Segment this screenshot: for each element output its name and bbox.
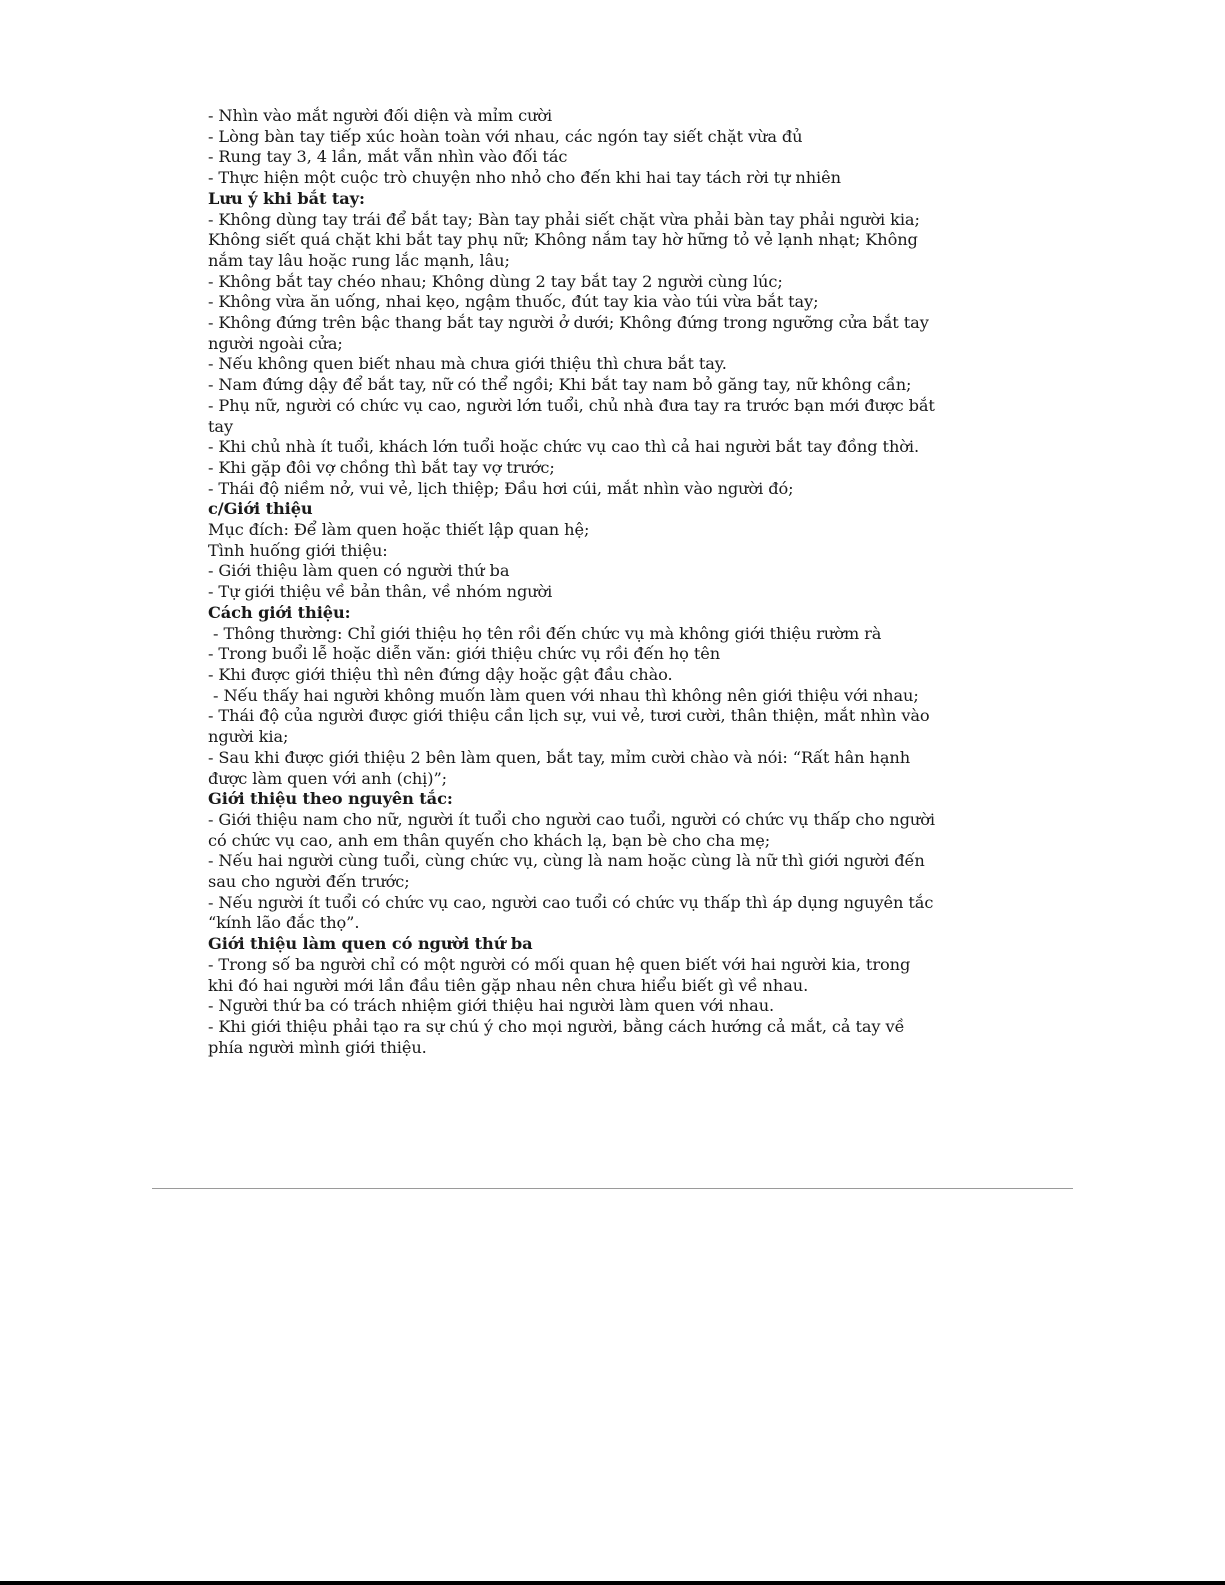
text-line: có chức vụ cao, anh em thân quyến cho khách lạ, bạn bè cho cha mẹ; xyxy=(208,830,771,850)
bottom-edge-bar xyxy=(0,1581,1225,1585)
page-divider xyxy=(152,1188,1073,1189)
text-line: - Nam đứng dậy để bắt tay, nữ có thể ngồi; Khi bắt tay nam bỏ găng tay, nữ không cần; xyxy=(208,375,912,395)
text-line: phía người mình giới thiệu. xyxy=(208,1037,427,1057)
text-line: - Khi gặp đôi vợ chồng thì bắt tay vợ trước; xyxy=(208,457,555,477)
text-line: - Giới thiệu làm quen có người thứ ba xyxy=(208,561,510,581)
text-line: Mục đích: Để làm quen hoặc thiết lập quan hệ; xyxy=(208,520,590,540)
section-heading: c/Giới thiệu xyxy=(208,499,313,519)
text-line: - Rung tay 3, 4 lần, mắt vẫn nhìn vào đối tác xyxy=(208,147,568,167)
text-line: - Nếu hai người cùng tuổi, cùng chức vụ, cùng là nam hoặc cùng là nữ thì giới người đến xyxy=(208,851,925,871)
text-line: - Nếu thấy hai người không muốn làm quen với nhau thì không nên giới thiệu với nhau; xyxy=(208,685,919,705)
section-heading: Giới thiệu theo nguyên tắc: xyxy=(208,789,453,809)
text-line: - Sau khi được giới thiệu 2 bên làm quen, bắt tay, mỉm cười chào và nói: “Rất hân hạnh xyxy=(208,747,911,767)
text-line: - Nếu không quen biết nhau mà chưa giới thiệu thì chưa bắt tay. xyxy=(208,354,727,374)
text-line: - Lòng bàn tay tiếp xúc hoàn toàn với nhau, các ngón tay siết chặt vừa đủ xyxy=(208,126,803,146)
text-line: - Khi chủ nhà ít tuổi, khách lớn tuổi hoặc chức vụ cao thì cả hai người bắt tay đồng thời. xyxy=(208,437,920,457)
section-heading: Giới thiệu làm quen có người thứ ba xyxy=(208,934,533,954)
text-line: - Người thứ ba có trách nhiệm giới thiệu hai người làm quen với nhau. xyxy=(208,996,775,1016)
text-line: - Trong số ba người chỉ có một người có mối quan hệ quen biết với hai người kia, trong xyxy=(208,954,911,974)
text-line: - Không đứng trên bậc thang bắt tay người ở dưới; Không đứng trong ngưỡng cửa bắt tay xyxy=(208,313,929,333)
text-line: - Không dùng tay trái để bắt tay; Bàn tay phải siết chặt vừa phải bàn tay phải người kia; xyxy=(208,209,920,229)
text-line: - Nếu người ít tuổi có chức vụ cao, người cao tuổi có chức vụ thấp thì áp dụng nguyên tắc xyxy=(208,892,934,912)
section-heading: Cách giới thiệu: xyxy=(208,602,351,622)
text-line: người kia; xyxy=(208,727,289,747)
text-line: - Tự giới thiệu về bản thân, về nhóm người xyxy=(208,582,553,602)
text-line: - Phụ nữ, người có chức vụ cao, người lớn tuổi, chủ nhà đưa tay ra trước bạn mới được bắt xyxy=(208,395,935,415)
document-body xyxy=(208,106,968,1058)
section-heading: Lưu ý khi bắt tay: xyxy=(208,188,365,208)
text-line: - Không vừa ăn uống, nhai kẹo, ngậm thuốc, đút tay kia vào túi vừa bắt tay; xyxy=(208,292,819,312)
text-line: sau cho người đến trước; xyxy=(208,872,410,892)
text-line: “kính lão đắc thọ”. xyxy=(208,913,360,933)
text-line: - Không bắt tay chéo nhau; Không dùng 2 tay bắt tay 2 người cùng lúc; xyxy=(208,271,783,291)
text-line: được làm quen với anh (chị)”; xyxy=(208,768,447,788)
text-line: - Khi giới thiệu phải tạo ra sự chú ý cho mọi người, bằng cách hướng cả mắt, cả tay về xyxy=(208,1016,905,1036)
text-line: nắm tay lâu hoặc rung lắc mạnh, lâu; xyxy=(208,250,510,270)
text-line: Tình huống giới thiệu: xyxy=(208,540,388,560)
text-line: tay xyxy=(208,416,234,436)
text-line: - Thông thường: Chỉ giới thiệu họ tên rồi đến chức vụ mà không giới thiệu rườm rà xyxy=(208,623,882,643)
text-line: - Thái độ của người được giới thiệu cần lịch sự, vui vẻ, tươi cười, thân thiện, mắt nhìn vào xyxy=(208,706,930,726)
text-line: Không siết quá chặt khi bắt tay phụ nữ; Không nắm tay hờ hững tỏ vẻ lạnh nhạt; Không xyxy=(208,230,918,250)
text-line: - Thực hiện một cuộc trò chuyện nho nhỏ cho đến khi hai tay tách rời tự nhiên xyxy=(208,168,841,188)
text-line: khi đó hai người mới lần đầu tiên gặp nhau nên chưa hiểu biết gì về nhau. xyxy=(208,975,809,995)
text-line: - Thái độ niềm nở, vui vẻ, lịch thiệp; Đầu hơi cúi, mắt nhìn vào người đó; xyxy=(208,478,794,498)
text-line: - Trong buổi lễ hoặc diễn văn: giới thiệu chức vụ rồi đến họ tên xyxy=(208,644,721,664)
text-line: - Giới thiệu nam cho nữ, người ít tuổi cho người cao tuổi, người có chức vụ thấp cho người xyxy=(208,809,935,829)
text-line: người ngoài cửa; xyxy=(208,333,343,353)
text-line: - Khi được giới thiệu thì nên đứng dậy hoặc gật đầu chào. xyxy=(208,664,673,684)
text-line: - Nhìn vào mắt người đối diện và mỉm cười xyxy=(208,106,553,125)
